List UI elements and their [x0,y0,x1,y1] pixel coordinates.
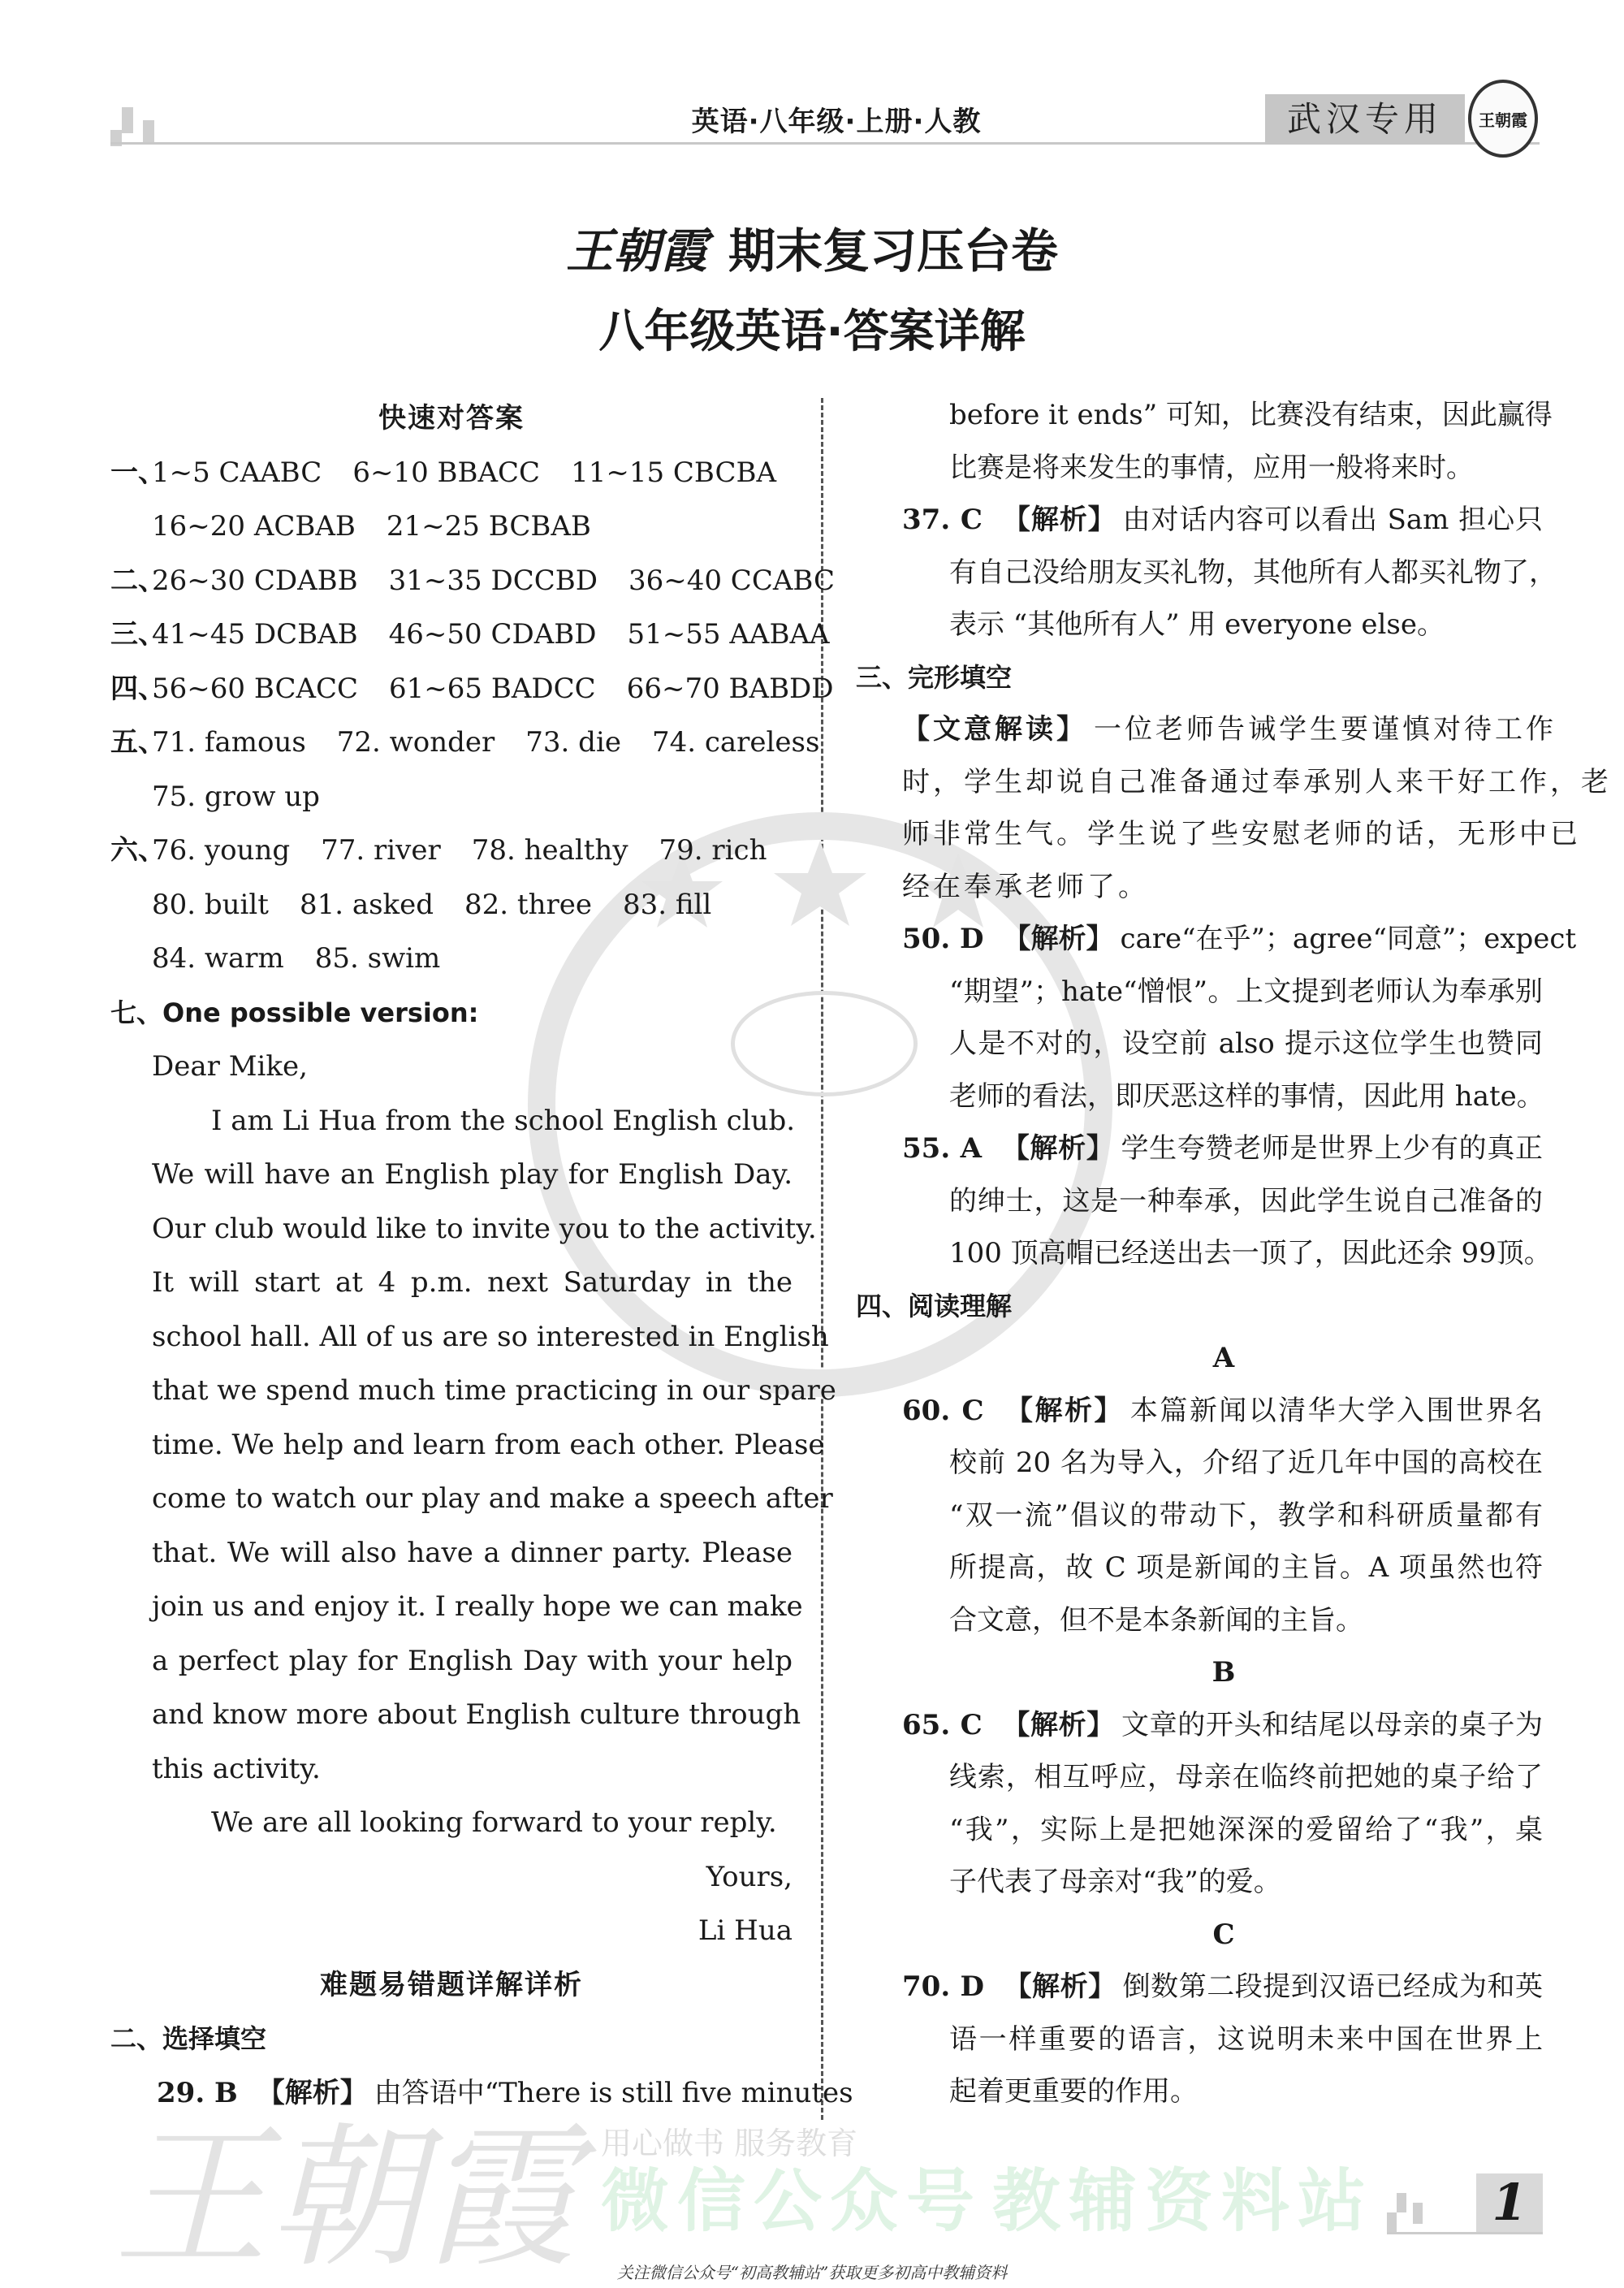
answer-row [110,500,793,554]
answer-item: 81. asked [299,888,434,921]
analysis-tag: 【解析】 [1004,1970,1116,2003]
footer-rule [1387,2232,1543,2234]
analysis-tag: 【解析】 [1001,504,1116,536]
line-text: 经在奉承老师了。 [902,870,1149,903]
explanation-line [856,1385,1543,1438]
section-number: 四、 [110,672,166,705]
corner-decoration [1397,2193,1406,2212]
line-text: 四、阅读理解 [856,1290,1013,1321]
logo-text: 王朝霞 [1479,110,1527,130]
answer-item: 41~45 DCBAB [152,618,358,651]
explanation-line [856,1175,1543,1228]
line-text: 由对话内容可以看出 Sam 担心只 [1122,504,1543,536]
answer-row [110,932,793,986]
detail-heading: 难题易错题详解详析 [320,1968,583,2001]
line-text: 子代表了母亲对“我”的爱。 [949,1866,1281,1898]
letter-greeting: Dear Mike, [152,1050,308,1083]
line-text: 学生夸赞老师是世界上少有的真正 [1121,1132,1544,1165]
answer-item: 6~10 BBACC [352,456,541,489]
answer-item: 26~30 CDABB [152,564,358,597]
corner-decoration [1387,2212,1397,2232]
line-text: 的绅士，这是一种奉承，因此学生说自己准备的 [949,1184,1543,1218]
answer-item: 83. fill [622,888,712,921]
brand-signature: 王朝霞 [565,223,707,279]
corner-decoration [1413,2203,1423,2224]
answer-item: 56~60 BCACC [152,672,359,705]
answer-label: 60. C [902,1394,984,1427]
answer-item: 74. careless [651,726,820,759]
section-number: 二、 [110,564,166,597]
passage-label [856,1909,1543,1961]
explanation-line [856,2065,1543,2118]
letter-line: that. We will also have a dinner party. Please [152,1536,793,1569]
explanation-line [856,389,1553,442]
line-text: 老师的看法，即厌恶这样的事情，因此用 hate。 [949,1079,1544,1113]
line-text: care“在乎”；agree“同意”；expect [1120,923,1577,955]
letter-line: a perfect play for English Day with your help [152,1644,793,1677]
passage-label [856,1332,1543,1385]
line-text: 有自己没给朋友买礼物，其他所有人都买礼物了， [949,556,1557,589]
answer-item: 84. warm [152,942,284,975]
explanation-line [856,1070,1543,1123]
answer-item: 21~25 BCBAB [386,510,591,543]
watermark-slogan: 用心做书 服务教育 [601,2126,858,2161]
analysis-tag: 【解析】 [1003,923,1114,955]
letter-line: time. We help and learn from each other. Please [152,1428,825,1461]
explanation-line [856,1751,1543,1804]
page-subtitle: 八年级英语·答案详解 [598,305,1026,358]
watermark-brand: 王朝霞 [114,2109,577,2288]
answer-item: 77. river [321,834,441,867]
answer-item: 85. swim [314,942,441,975]
letter-line: school hall. All of us are so interested in English [152,1320,829,1353]
explanation-line [856,861,1543,914]
letter-sign-off: Yours, [706,1860,793,1893]
analysis-tag: 【解析】 [1001,1132,1115,1165]
answer-item: 76. young [152,834,291,867]
explanation-line [856,1227,1552,1280]
answer-label: 55. A [902,1132,983,1165]
line-text: 所提高，故 C 项是新闻的主旨。A 项虽然也符 [949,1551,1543,1584]
explanation-line [856,1699,1543,1752]
section-heading: 二、选择填空 [110,2023,267,2054]
explanation-line [856,1856,1543,1909]
answer-row [110,446,793,500]
answer-item: 31~35 DCCBD [388,564,598,597]
explanation-line [856,442,1543,495]
line-text: 表示 “其他所有人” 用 everyone else。 [949,608,1445,641]
analysis-text: 由答语中“There is still five minutes [374,2076,853,2109]
analysis-tag: 【解析】 [1001,1708,1115,1741]
answer-label: 37. C [902,504,983,536]
answer-item: 80. built [152,888,269,921]
line-text: 倒数第二段提到汉语已经成为和英 [1122,1970,1544,2003]
page-number: 1 [1476,2173,1543,2232]
left-column [110,391,853,2120]
answer-item: 16~20 ACBAB [152,510,356,543]
explanation-line [856,1490,1543,1542]
section-heading [856,651,1543,704]
region-badge: 武汉专用 [1265,94,1465,145]
letter-line: We will have an English play for English Day. [152,1158,793,1191]
passage-label [856,1646,1543,1699]
line-text: “期望”；hate“憎恨”。上文提到老师认为奉承别 [949,975,1543,1008]
line-text: B [1212,1656,1236,1689]
footer-note: 关注微信公众号“初高教辅站”获取更多初高中教辅资料 [616,2263,1008,2282]
answer-item: 46~50 CDABD [388,618,597,651]
letter-body [110,1094,836,1797]
explanation-line [856,1594,1543,1647]
answer-row [110,770,793,824]
letter-line: and know more about English culture through [152,1698,801,1731]
analysis-tag: 【解析】 [257,2076,368,2109]
letter-line: Our club would like to invite you to the activity. [152,1212,817,1245]
answer-item: 75. grow up [152,780,320,813]
section-heading [856,1280,1543,1333]
explanation-line [856,1122,1543,1175]
title-main: 期末复习压台卷 [728,223,1059,279]
answer-29 [110,2066,853,2121]
answer-label: 65. C [902,1708,983,1741]
explanation-line [856,913,1577,966]
line-text: C [1212,1918,1235,1951]
line-text: 合文意，但不是本条新闻的主旨。 [949,1603,1363,1637]
answer-item: 36~40 CCABC [628,564,836,597]
watermark-green-1: 微信公众号 [601,2161,983,2241]
quick-answers [110,446,836,986]
line-text: 100 顶高帽已经送出去一顶了，因此还余 99顶。 [949,1237,1552,1269]
page-title [0,213,1624,281]
explanation-line [856,808,1581,861]
answer-label: 50. D [902,923,984,955]
line-text: 本篇新闻以清华大学入围世界名 [1129,1394,1544,1427]
section-number: 六、 [110,834,166,867]
line-text: 人是不对的，设空前 also 提示这位学生也赞同 [949,1027,1543,1060]
line-text: 语一样重要的语言，这说明未来中国在世界上 [949,2022,1543,2056]
line-text: 师非常生气。学生说了些安慰老师的话，无形中已 [902,818,1581,850]
answer-row [110,878,793,932]
answer-item: 71. famous [152,726,306,759]
line-text: 文章的开头和结尾以母亲的桌子为 [1121,1708,1543,1741]
right-column [856,389,1612,2118]
line-text: A [1212,1342,1235,1374]
line-text: 一位老师告诫学生要谨慎对待工作 [1094,713,1557,746]
explanation-line [856,494,1543,547]
answer-row [110,716,820,770]
section-number: 一、 [110,456,166,489]
letter-line: It will start at 4 p.m. next Saturday in the [152,1266,793,1299]
analysis-tag: 【文意解读】 [902,713,1087,746]
answer-item: 61~65 BADCC [389,672,596,705]
section-number: 五、 [110,726,166,759]
explanation-line [856,1804,1543,1857]
line-text: 比赛是将来发生的事情，应用一般将来时。 [949,451,1474,484]
line-text: “我”，实际上是把她深深的爱留给了“我”，桌 [949,1813,1543,1846]
explanation-line [856,703,1557,756]
line-text: 时，学生却说自己准备通过奉承别人来干好工作，老 [902,765,1612,798]
letter-line: come to watch our play and make a speech after [152,1482,833,1515]
explanation-line [856,966,1543,1019]
explanation-line [856,547,1557,599]
letter-closing-line: We are all looking forward to your reply. [211,1806,777,1839]
answer-row [110,608,830,662]
letter-line: I am Li Hua from the school English club. [211,1104,796,1137]
explanation-line [856,1437,1543,1490]
explanation-line [856,1961,1543,2013]
answer-item: 73. die [525,726,621,759]
answer-item: 11~15 CBCBA [571,456,777,489]
answer-item: 79. rich [659,834,767,867]
section-number: 三、 [110,618,166,651]
explanation-line [856,756,1612,809]
answer-row [110,662,834,716]
watermark-green-2: 教辅资料站 [992,2161,1375,2241]
writing-label: 七、One possible version: [110,997,479,1028]
answer-label: 70. D [902,1970,984,2003]
line-text: 起着更重要的作用。 [949,2075,1198,2108]
header-title: 英语·八年级·上册·人教 [691,106,982,138]
letter-line: that we spend much time practicing in our spare [152,1374,836,1407]
line-text: 三、完形填空 [856,661,1013,693]
answer-item: 78. healthy [471,834,628,867]
line-text: “双一流”倡议的带动下，教学和科研质量都有 [949,1499,1543,1532]
brand-logo [1468,80,1538,158]
letter-signature: Li Hua [698,1914,793,1947]
letter-line: join us and enjoy it. I really hope we can make [152,1590,803,1623]
line-text: 线索，相互呼应，母亲在临终前把她的桌子给了 [949,1761,1543,1793]
answer-item: 51~55 AABAA [627,618,830,651]
quick-answers-heading: 快速对答案 [378,402,525,435]
line-text: 校前 20 名为导入，介绍了近几年中国的高校在 [949,1447,1543,1479]
explanation-line [856,599,1543,651]
answer-row [110,824,793,878]
letter-line: this activity. [152,1752,321,1785]
explanation-line [856,1542,1543,1594]
answer-item: 1~5 CAABC [152,456,322,489]
line-text: before it ends” 可知，比赛没有结束，因此赢得 [949,399,1553,431]
answer-row [110,554,836,608]
answer-item: 72. wonder [336,726,495,759]
analysis-tag: 【解析】 [1003,1394,1124,1427]
answer-label: 29. B [157,2076,238,2109]
explanation-line [856,2013,1543,2066]
explanation-line [856,1018,1543,1070]
answer-item: 82. three [464,888,592,921]
answer-item: 66~70 BABDD [626,672,834,705]
